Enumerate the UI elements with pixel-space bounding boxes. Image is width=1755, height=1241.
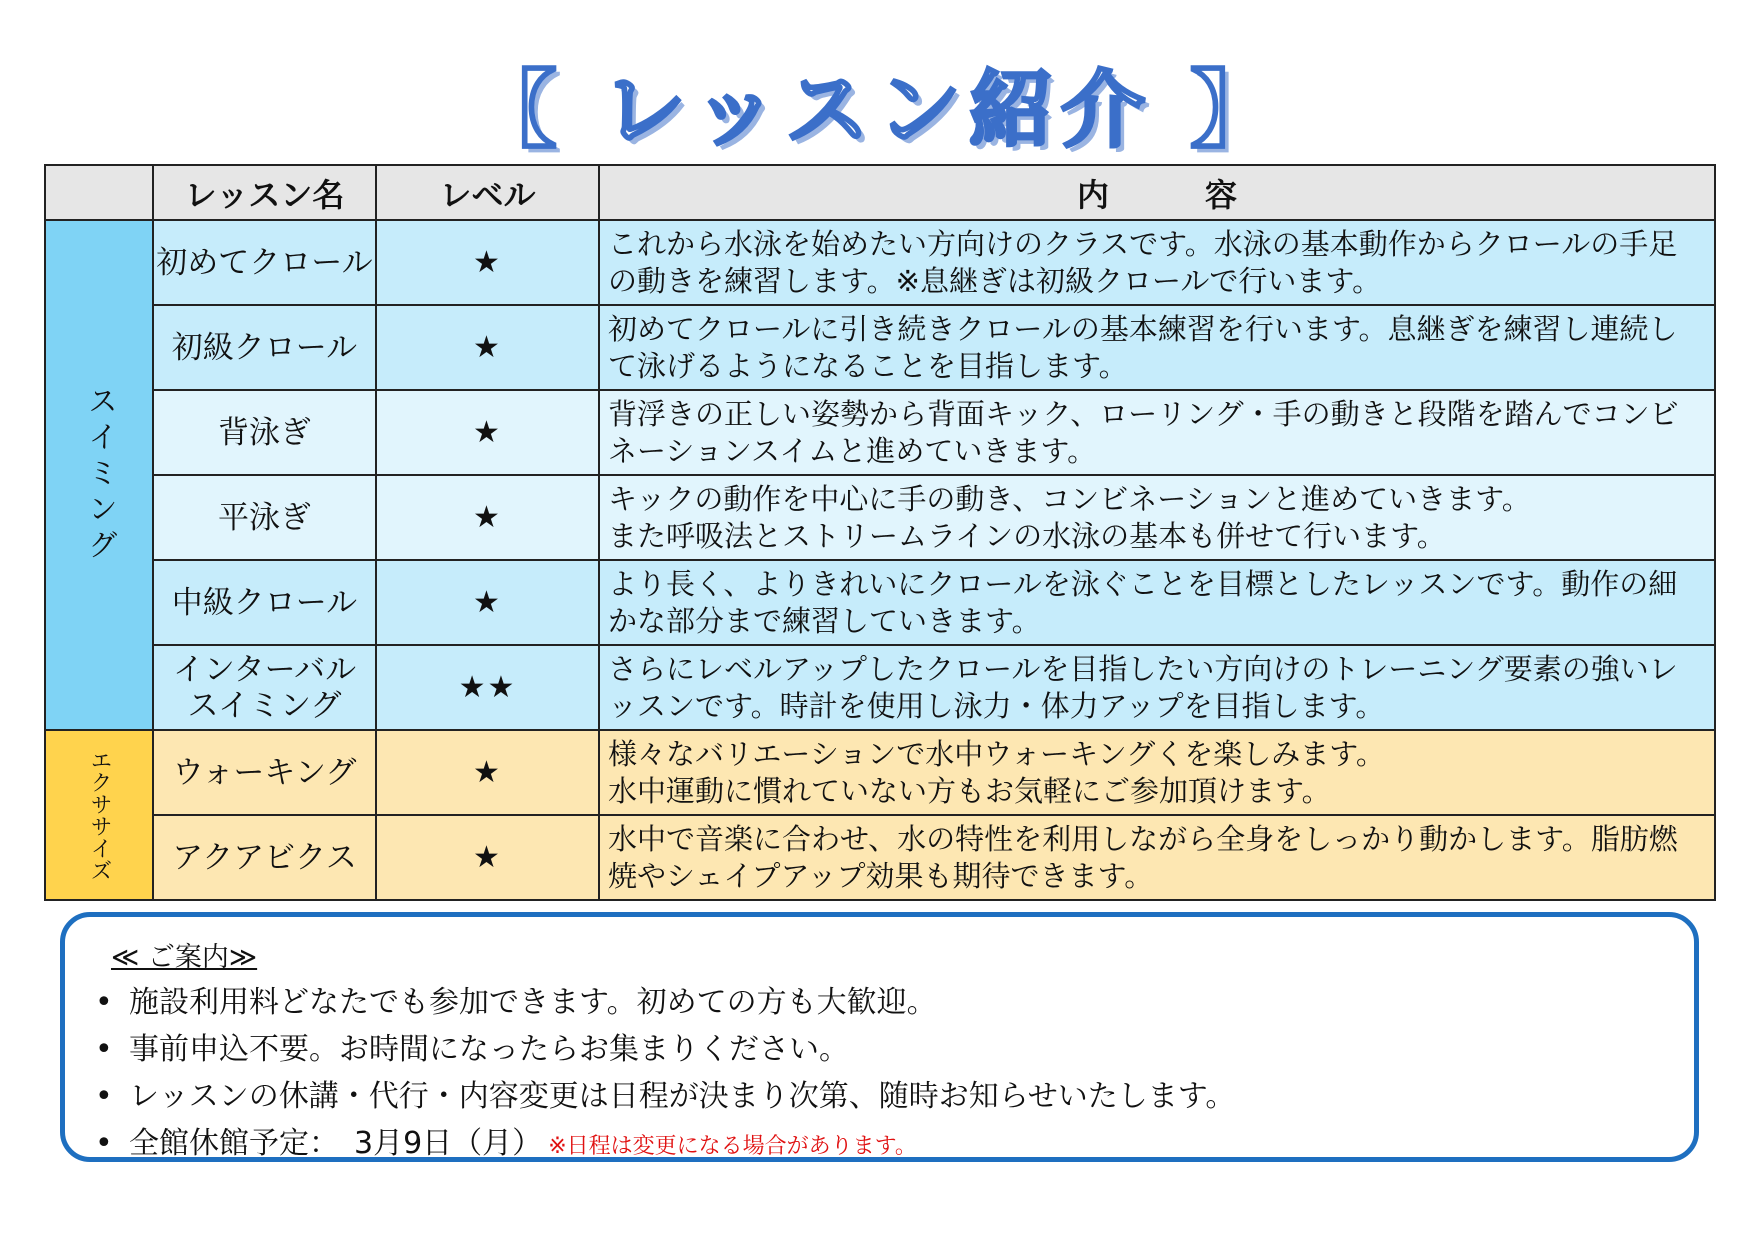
- lesson-name: 初級クロール: [153, 305, 376, 390]
- bullet-icon: •: [95, 1079, 113, 1114]
- notice-item-text: 施設利用料どなたでも参加できます。初めての方も大歓迎。: [129, 985, 937, 1020]
- notice-item: [95, 979, 1235, 1026]
- lesson-level: ★: [376, 730, 599, 815]
- category-exercise-label: エクササイズ: [87, 749, 112, 881]
- table-row: [45, 475, 1715, 560]
- header-content: 内 容: [599, 165, 1715, 220]
- lesson-name: 初めてクロール: [153, 220, 376, 305]
- notice-item: [95, 1073, 1235, 1120]
- closure-note: ※日程は変更になる場合があります。: [548, 1134, 917, 1159]
- lesson-name: 平泳ぎ: [153, 475, 376, 560]
- lesson-level: ★: [376, 560, 599, 645]
- bullet-icon: •: [95, 1032, 113, 1067]
- lesson-level: ★★: [376, 645, 599, 730]
- table-row: [45, 220, 1715, 305]
- lesson-description: 背浮きの正しい姿勢から背面キック、ローリング・手の動きと段階を踏んでコンビネーションスイムと進めていきます。: [599, 390, 1715, 475]
- lesson-name-line: スイミング: [187, 687, 342, 724]
- lesson-name: [153, 645, 376, 730]
- notice-item-text: 事前申込不要。お時間になったらお集まりください。: [129, 1032, 849, 1067]
- lesson-description: さらにレベルアップしたクロールを目指したい方向けのトレーニング要素の強いレッスンです。時計を使用し泳力・体力アップを目指します。: [599, 645, 1715, 730]
- header-lesson-name: レッスン名: [153, 165, 376, 220]
- notice-item: [95, 1120, 1235, 1167]
- table-row: [45, 730, 1715, 815]
- table-row: [45, 645, 1715, 730]
- notice-item-text: レッスンの休講・代行・内容変更は日程が決まり次第、随時お知らせいたします。: [129, 1079, 1236, 1114]
- category-exercise: [45, 730, 153, 900]
- table-row: [45, 305, 1715, 390]
- lesson-level: ★: [376, 220, 599, 305]
- page-title: 【 レッスン紹介 】: [472, 61, 1283, 159]
- lesson-name-line: インターバル: [172, 651, 357, 688]
- description-line: キックの動作を中心に手の動き、コンビネーションと進めていきます。: [608, 481, 1531, 516]
- lesson-description: より長く、よりきれいにクロールを泳ぐことを目標としたレッスンです。動作の細かな部分まで練習していきます。: [599, 560, 1715, 645]
- lesson-level: ★: [376, 815, 599, 900]
- lesson-level: ★: [376, 305, 599, 390]
- header-blank: [45, 165, 153, 220]
- table-row: [45, 815, 1715, 900]
- lesson-description: 水中で音楽に合わせ、水の特性を利用しながら全身をしっかり動かします。脂肪燃焼やシェイプアップ効果も期待できます。: [599, 815, 1715, 900]
- lesson-description: 初めてクロールに引き続きクロールの基本練習を行います。息継ぎを練習し連続して泳げるようになることを目指します。: [599, 305, 1715, 390]
- table-row: [45, 390, 1715, 475]
- lesson-description: [599, 730, 1715, 815]
- category-swimming-label: スイミング: [82, 385, 117, 565]
- description-line: 様々なバリエーションで水中ウォーキングくを楽しみます。: [608, 736, 1385, 771]
- lesson-name: 中級クロール: [153, 560, 376, 645]
- notice-box: [60, 912, 1699, 1162]
- description-line: また呼吸法とストリームラインの水泳の基本も併せて行います。: [608, 518, 1446, 553]
- notice-list: [95, 979, 1235, 1167]
- lesson-name: アクアビクス: [153, 815, 376, 900]
- lesson-description: [599, 475, 1715, 560]
- header-level: レベル: [376, 165, 599, 220]
- lesson-name: ウォーキング: [153, 730, 376, 815]
- notice-item: [95, 1026, 1235, 1073]
- lesson-level: ★: [376, 390, 599, 475]
- lesson-description: これから水泳を始めたい方向けのクラスです。水泳の基本動作からクロールの手足の動きを練習します。※息継ぎは初級クロールで行います。: [599, 220, 1715, 305]
- description-line: 水中運動に慣れていない方もお気軽にご参加頂けます。: [608, 773, 1331, 808]
- notice-item-text: 全館休館予定： 3月9日（月）: [129, 1126, 543, 1161]
- lesson-table: [44, 164, 1716, 901]
- lesson-level: ★: [376, 475, 599, 560]
- lesson-name: 背泳ぎ: [153, 390, 376, 475]
- bullet-icon: •: [95, 1126, 113, 1161]
- bullet-icon: •: [95, 985, 113, 1020]
- notice-title: ≪ ご案内≫: [111, 942, 258, 973]
- table-row: [45, 560, 1715, 645]
- table-header-row: [45, 165, 1715, 220]
- category-swimming: [45, 220, 153, 730]
